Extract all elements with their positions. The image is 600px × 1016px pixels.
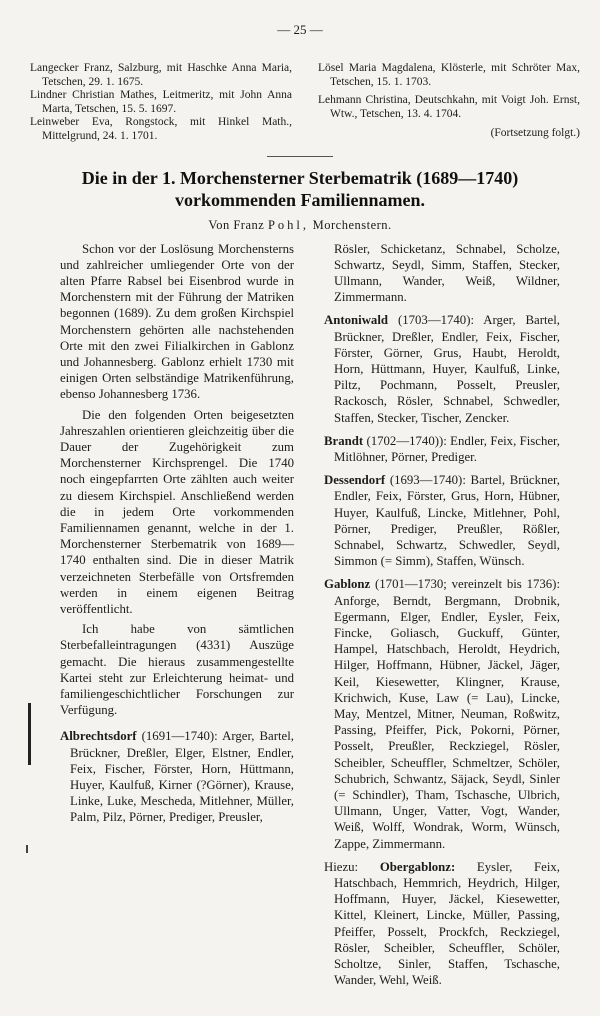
place-names-list: (1702—1740)): Endler, Feix, Fischer, Mitlöhner, Pörner, Prediger. bbox=[334, 433, 560, 464]
author-prefix: Von Franz bbox=[208, 217, 265, 232]
place-name: Albrechtsdorf bbox=[60, 729, 137, 744]
place-name: Dessendorf bbox=[324, 473, 386, 488]
marriage-entry: Lehmann Christina, Deutschkahn, mit Voigt Joh. Ernst, Wtw., Tetschen, 13. 4. 1704. bbox=[318, 94, 580, 120]
place-entry-dessendorf bbox=[324, 472, 560, 569]
author-name: Pohl, bbox=[267, 217, 310, 232]
place-name: Brandt bbox=[324, 433, 364, 448]
article-body bbox=[0, 241, 600, 996]
place-entry-continuation: Rösler, Schicketanz, Schnabel, Scholze, Schwartz, Seydl, Simm, Staffen, Stecker, Ullmann, Wander, Weiß, Wildner, Zimmermann. bbox=[334, 241, 560, 305]
margin-marker bbox=[28, 703, 31, 765]
article-left-column bbox=[60, 241, 294, 996]
section-divider bbox=[267, 156, 333, 157]
place-entry-antoniwald bbox=[324, 312, 560, 425]
previous-article bbox=[0, 62, 600, 144]
place-name: Gablonz bbox=[324, 577, 371, 592]
place-names-list: (1691—1740): Arger, Bartel, Brückner, Dreßler, Elger, Elstner, Endler, Feix, Fischer, Förster, Horn, Hüttmann, Huyer, Kaulfuß, Kirner (?Görner), Krause, Linke, Luke, Mescheda, Mitlehner, Müller, Palm, Pilz, Pörner, Prediger, Preusler, bbox=[70, 729, 294, 825]
place-prefix: Hiezu: bbox=[324, 859, 380, 874]
author-line bbox=[0, 217, 600, 233]
marriage-entry: Langecker Franz, Salzburg, mit Haschke Anna Maria, Tetschen, 29. 1. 1675. bbox=[30, 62, 292, 88]
author-place: Morchenstern. bbox=[312, 217, 392, 232]
title-line: vorkommenden Familiennamen. bbox=[175, 189, 425, 210]
page-number: — 25 — bbox=[277, 22, 323, 37]
previous-article-right-column bbox=[318, 62, 580, 144]
margin-mark bbox=[26, 845, 28, 853]
intro-paragraph: Die den folgenden Orten beigesetzten Jahreszahlen orientieren gleichzeitig über die Dauer der Zugehörigkeit zum Morchensterner Kirchsprengel. Die 1740 noch eingepfarrten Orte zählten auch weiter zu diesem Kirchspiel. Anschließend werden die in jedem Orte vorkommenden Familiennamen genannt, welche in der 1. Morchensterner Sterbematrik von 1689—1740 enthalten sind. Die in dieser Matrik verzeichneten Sterbefälle von Ortsfremden werden in einem eigenen Beitrag veröffentlicht. bbox=[60, 407, 294, 617]
place-names-list: (1693—1740): Bartel, Brückner, Endler, Feix, Förster, Grus, Horn, Hübner, Huyer, Kaulfuß, Lincke, Mitlehner, Pohl, Pörner, Prediger, Preußler, Rößler, Schnabel, Schwartz, Schwedler, Seydl, Simmon (= Simm), Staffen, Wünsch. bbox=[334, 473, 560, 569]
marriage-entry: Lindner Christian Mathes, Leitmeritz, mit John Anna Marta, Tetschen, 15. 5. 1697. bbox=[30, 89, 292, 115]
place-name: Obergablonz: bbox=[379, 859, 456, 874]
title-line: Die in der 1. Morchensterner Sterbematrik (1689—1740) bbox=[81, 167, 519, 188]
marriage-entry: Leinweber Eva, Rongstock, mit Hinkel Math., Mittelgrund, 24. 1. 1701. bbox=[30, 116, 292, 142]
previous-article-left-column bbox=[30, 62, 292, 144]
place-names-list: (1701—1730; vereinzelt bis 1736): Anforge, Berndt, Bergmann, Drobnik, Egermann, Elger, Endler, Eysler, Feix, Fincke, Goliasch, Guckuff, Günter, Hampel, Hatschbach, Heroldt, Heydrich, Hilger, Hoffmann, Hübner, Jäckel, Jäger, Keil, Kiesewetter, Klingner, Krause, Krichwich, Kuse, Law (= Lau), Lincke, May, Mentzel, Mitner, Neuman, Roßwitz, Passing, Pfeiffer, Pick, Pokorni, Pörner, Posselt, Preußler, Reckziegel, Rösler, Scheibler, Scheuffler, Schmeltzer, Schöler, Schubrich, Schwantz, Säjack, Seydl, Sinler (= Schindler), Tham, Tschasche, Ulbrich, Ullmann, Unger, Vatter, Vogt, Wander, Weiß, Wolff, Wondrak, Worm, Wünsch, Zappe, Zimmermann. bbox=[334, 577, 560, 851]
marriage-entry: Lösel Maria Magdalena, Klösterle, mit Schröter Max, Tetschen, 15. 1. 1703. bbox=[318, 62, 580, 88]
place-entry-obergablonz bbox=[324, 859, 560, 989]
continuation-note: (Fortsetzung folgt.) bbox=[490, 127, 580, 140]
place-entry-albrechtsdorf bbox=[60, 728, 294, 825]
place-entry-brandt bbox=[324, 433, 560, 465]
article-title bbox=[0, 167, 600, 211]
place-name: Antoniwald bbox=[324, 313, 389, 328]
place-names-list: Eysler, Feix, Hatschbach, Hemmrich, Heydrich, Hilger, Hoffmann, Huyer, Jäckel, Kiesewetter, Kittel, Kleinert, Lincke, Müller, Passing, Pfeiffer, Posselt, Prockfch, Reckziegel, Rösler, Scheibler, Scheuffler, Schöler, Scholtze, Sinler, Staffen, Tschasche, Wander, Wehl, Weiß. bbox=[334, 859, 560, 988]
place-entry-gablonz bbox=[324, 576, 560, 851]
intro-paragraph: Schon vor der Loslösung Morchensterns und zahlreicher umliegender Orte von der alten Pfarre Rabsel bei Eisenbrod wurde in Morchenstern mit der Führung der Matriken begonnen (1689). Zu dem großen Kirchspiel Morchenstern gehörten alle nachstehenden Orte mit den zwei Filialkirchen in Gablonz und Johannesberg. Gablonz erhielt 1730 mit einigen Orten selbständige Matrikenführung, ebenso Johannesberg 1736. bbox=[60, 241, 294, 402]
article-right-column bbox=[324, 241, 560, 996]
intro-paragraph: Ich habe von sämtlichen Sterbefalleintragungen (4331) Auszüge gemacht. Die hieraus zusammengestellte Kartei steht zur Erleichterung heimat- und familiengeschichtlicher Forschungen zur Verfügung. bbox=[60, 622, 294, 718]
place-names-list: (1703—1740): Arger, Bartel, Brückner, Dreßler, Endler, Feix, Fischer, Förster, Görner, Grus, Haubt, Heroldt, Horn, Hüttmann, Huyer, Kaulfuß, Linke, Piltz, Pochmann, Posselt, Preusler, Rackosch, Rösler, Schnabel, Schwedler, Staffen, Stecker, Tischer, Zencker. bbox=[334, 313, 560, 425]
